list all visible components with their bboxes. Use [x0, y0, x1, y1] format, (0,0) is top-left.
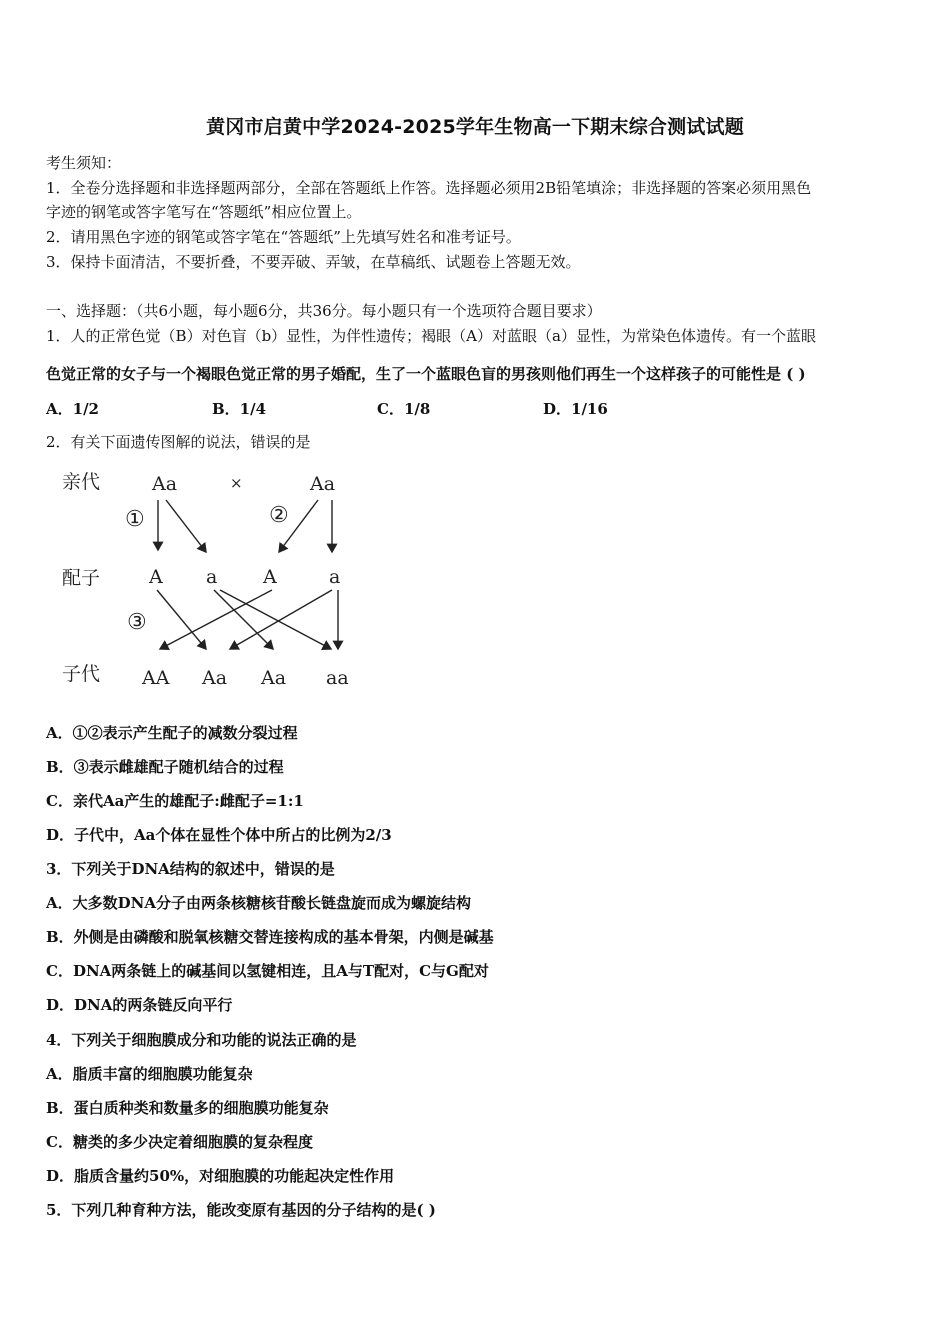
section-heading: 一、选择题：（共6小题，每小题6分，共36分。每小题只有一个选项符合题目要求）: [46, 302, 602, 320]
q2-option-d: D．子代中，Aa个体在显性个体中所占的比例为2/3: [46, 826, 392, 844]
q2-option-a: A．①②表示产生配子的减数分裂过程: [46, 724, 298, 742]
gamete-a-1: a: [206, 566, 218, 588]
arrow-a-to-Aa-cross: [230, 590, 332, 649]
arrow-A-to-Aa: [157, 590, 206, 649]
q2-option-b: B．③表示雌雄配子随机结合的过程: [46, 758, 284, 776]
parent-genotype-2: Aa: [310, 473, 336, 495]
cross-symbol: ×: [230, 474, 243, 492]
q4-option-d: D．脂质含量约50%，对细胞膜的功能起决定性作用: [46, 1167, 395, 1185]
step-1-label: ①: [125, 507, 145, 532]
offspring-Aa-1: Aa: [202, 667, 228, 689]
offspring-AA: AA: [142, 667, 170, 689]
arrow-A-to-AA: [160, 590, 272, 649]
q3-option-d: D．DNA的两条链反向平行: [46, 996, 233, 1014]
q2-stem: 2．有关下面遗传图解的说法，错误的是: [46, 433, 311, 451]
q4-option-c: C．糖类的多少决定着细胞膜的复杂程度: [46, 1133, 313, 1151]
arrow-a-to-aa: [220, 590, 331, 649]
q4-stem: 4．下列关于细胞膜成分和功能的说法正确的是: [46, 1031, 357, 1049]
step-3-label: ③: [127, 610, 147, 635]
row-label-offspring: 子代: [62, 663, 101, 685]
q2-option-c: C．亲代Aa产生的雄配子:雌配子=1:1: [46, 792, 304, 810]
q5-stem: 5．下列几种育种方法，能改变原有基因的分子结构的是( ): [46, 1201, 436, 1219]
q4-option-a: A．脂质丰富的细胞膜功能复杂: [46, 1065, 253, 1083]
arrow-a-to-Aa: [214, 590, 273, 649]
row-label-gamete: 配子: [62, 567, 101, 589]
notice-item-1: 1．全卷分选择题和非选择题两部分，全部在答题纸上作答。选择题必须用2B铅笔填涂；非选择题的答案必须用黑色: [46, 179, 812, 197]
q1-stem-line2: 色觉正常的女子与一个褐眼色觉正常的男子婚配，生了一个蓝眼色盲的男孩则他们再生一个这样孩子的可能性是 ( ): [46, 365, 806, 383]
q1-option-c: C．1/8: [377, 400, 431, 418]
q4-option-b: B．蛋白质种类和数量多的细胞膜功能复杂: [46, 1099, 329, 1117]
genetic-cross-diagram: [56, 462, 356, 697]
q3-option-c: C．DNA两条链上的碱基间以氢键相连，且A与T配对，C与G配对: [46, 962, 489, 980]
notice-item-1-cont: 字迹的钢笔或答字笔写在“答题纸”相应位置上。: [46, 203, 362, 221]
q3-option-a: A．大多数DNA分子由两条核糖核苷酸长链盘旋而成为螺旋结构: [46, 894, 471, 912]
page-title: 黄冈市启黄中学2024-2025学年生物高一下期末综合测试试题: [206, 116, 744, 138]
arrow-parent1-to-a: [166, 500, 206, 552]
q1-stem-line1: 1．人的正常色觉（B）对色盲（b）显性，为伴性遗传；褐眼（A）对蓝眼（a）显性，为常染色体遗传。有一个蓝眼: [46, 327, 816, 345]
q1-option-b: B．1/4: [212, 400, 267, 418]
gamete-A-2: A: [263, 566, 277, 588]
q1-option-a: A．1/2: [46, 400, 99, 418]
gamete-A-1: A: [149, 566, 163, 588]
offspring-Aa-2: Aa: [261, 667, 287, 689]
parent-genotype-1: Aa: [152, 473, 178, 495]
step-2-label: ②: [269, 503, 289, 528]
gamete-a-2: a: [329, 566, 341, 588]
notice-heading: 考生须知：: [46, 154, 122, 172]
notice-item-3: 3．保持卡面清洁，不要折叠，不要弄破、弄皱，在草稿纸、试题卷上答题无效。: [46, 253, 581, 271]
q1-option-d: D．1/16: [543, 400, 608, 418]
notice-item-2: 2．请用黑色字迹的钢笔或答字笔在“答题纸”上先填写姓名和准考证号。: [46, 228, 521, 246]
row-label-parent: 亲代: [62, 471, 101, 493]
q3-stem: 3．下列关于DNA结构的叙述中，错误的是: [46, 860, 335, 878]
q3-option-b: B．外侧是由磷酸和脱氧核糖交替连接构成的基本骨架，内侧是碱基: [46, 928, 494, 946]
offspring-aa: aa: [326, 667, 349, 689]
